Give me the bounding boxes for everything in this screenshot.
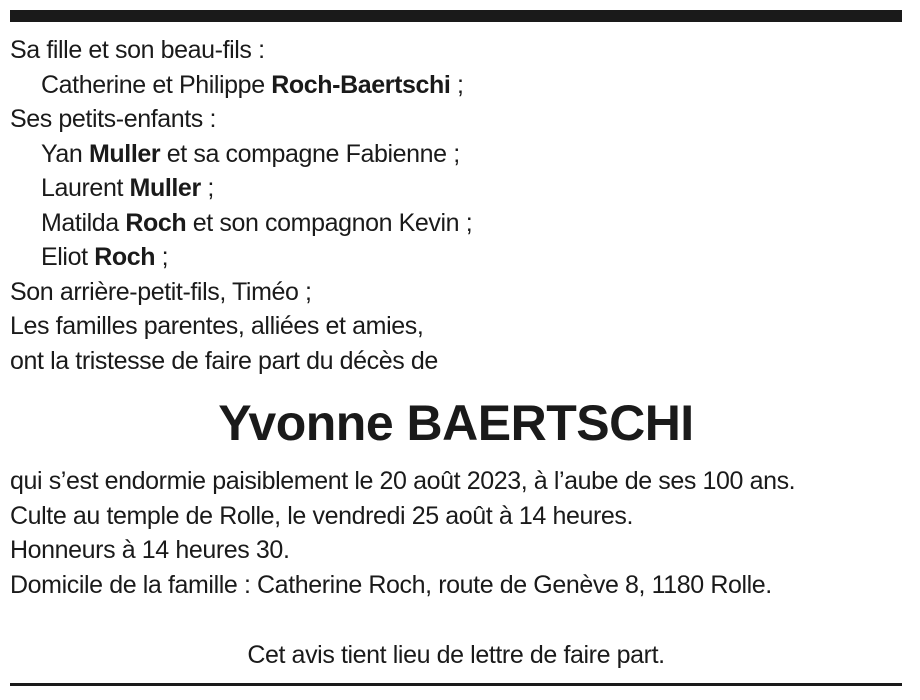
grandchild-line (10, 206, 902, 241)
family-list (10, 33, 902, 378)
details-list (10, 464, 902, 602)
grandchild-line (10, 240, 902, 275)
closing-note: Cet avis tient lieu de lettre de faire part. (247, 641, 665, 669)
grandchild-surname: Roch (125, 208, 187, 237)
grandchild-surname: Muller (88, 139, 161, 168)
grandchild-rest: ; (155, 243, 169, 271)
grandchild-first: Eliot (41, 243, 95, 271)
grandchild-rest: et son compagnon Kevin ; (186, 208, 473, 237)
detail-line: Domicile de la famille : Catherine Roch, route de Genève 8, 1180 Rolle. (10, 570, 772, 599)
grandchild-first: Matilda (41, 208, 126, 237)
bottom-rule (10, 683, 902, 686)
daughter-end: ; (450, 70, 464, 99)
grandchild-first: Laurent (41, 174, 130, 202)
daughter-surname: Roch-Baertschi (271, 70, 451, 99)
grandchildren-label: Ses petits-enfants : (10, 105, 217, 133)
grandchild-surname: Roch (94, 243, 156, 271)
deceased-name: Yvonne BAERTSCHI (218, 395, 694, 451)
daughter-first: Catherine et Philippe (41, 70, 272, 99)
detail-line: Culte au temple de Rolle, le vendredi 25 août à 14 heures. (10, 501, 634, 530)
relatives-line: Les familles parentes, alliées et amies, (10, 312, 424, 340)
grandchild-rest: et sa compagne Fabienne ; (160, 139, 460, 168)
grandchild-surname: Muller (129, 174, 201, 202)
daughter-label: Sa fille et son beau-fils : (10, 36, 265, 64)
grandchild-line (10, 171, 902, 206)
daughter-line (10, 68, 902, 103)
top-rule (10, 10, 902, 22)
grandchild-first: Yan (41, 139, 89, 168)
detail-line: qui s’est endormie paisiblement le 20 août 2023, à l’aube de ses 100 ans. (10, 467, 796, 495)
great-grandchild-line: Son arrière-petit-fils, Timéo ; (10, 277, 312, 306)
grandchild-line (10, 137, 902, 172)
grandchild-rest: ; (200, 174, 214, 202)
announcement-line: ont la tristesse de faire part du décès de (10, 346, 438, 375)
detail-line: Honneurs à 14 heures 30. (10, 536, 290, 564)
